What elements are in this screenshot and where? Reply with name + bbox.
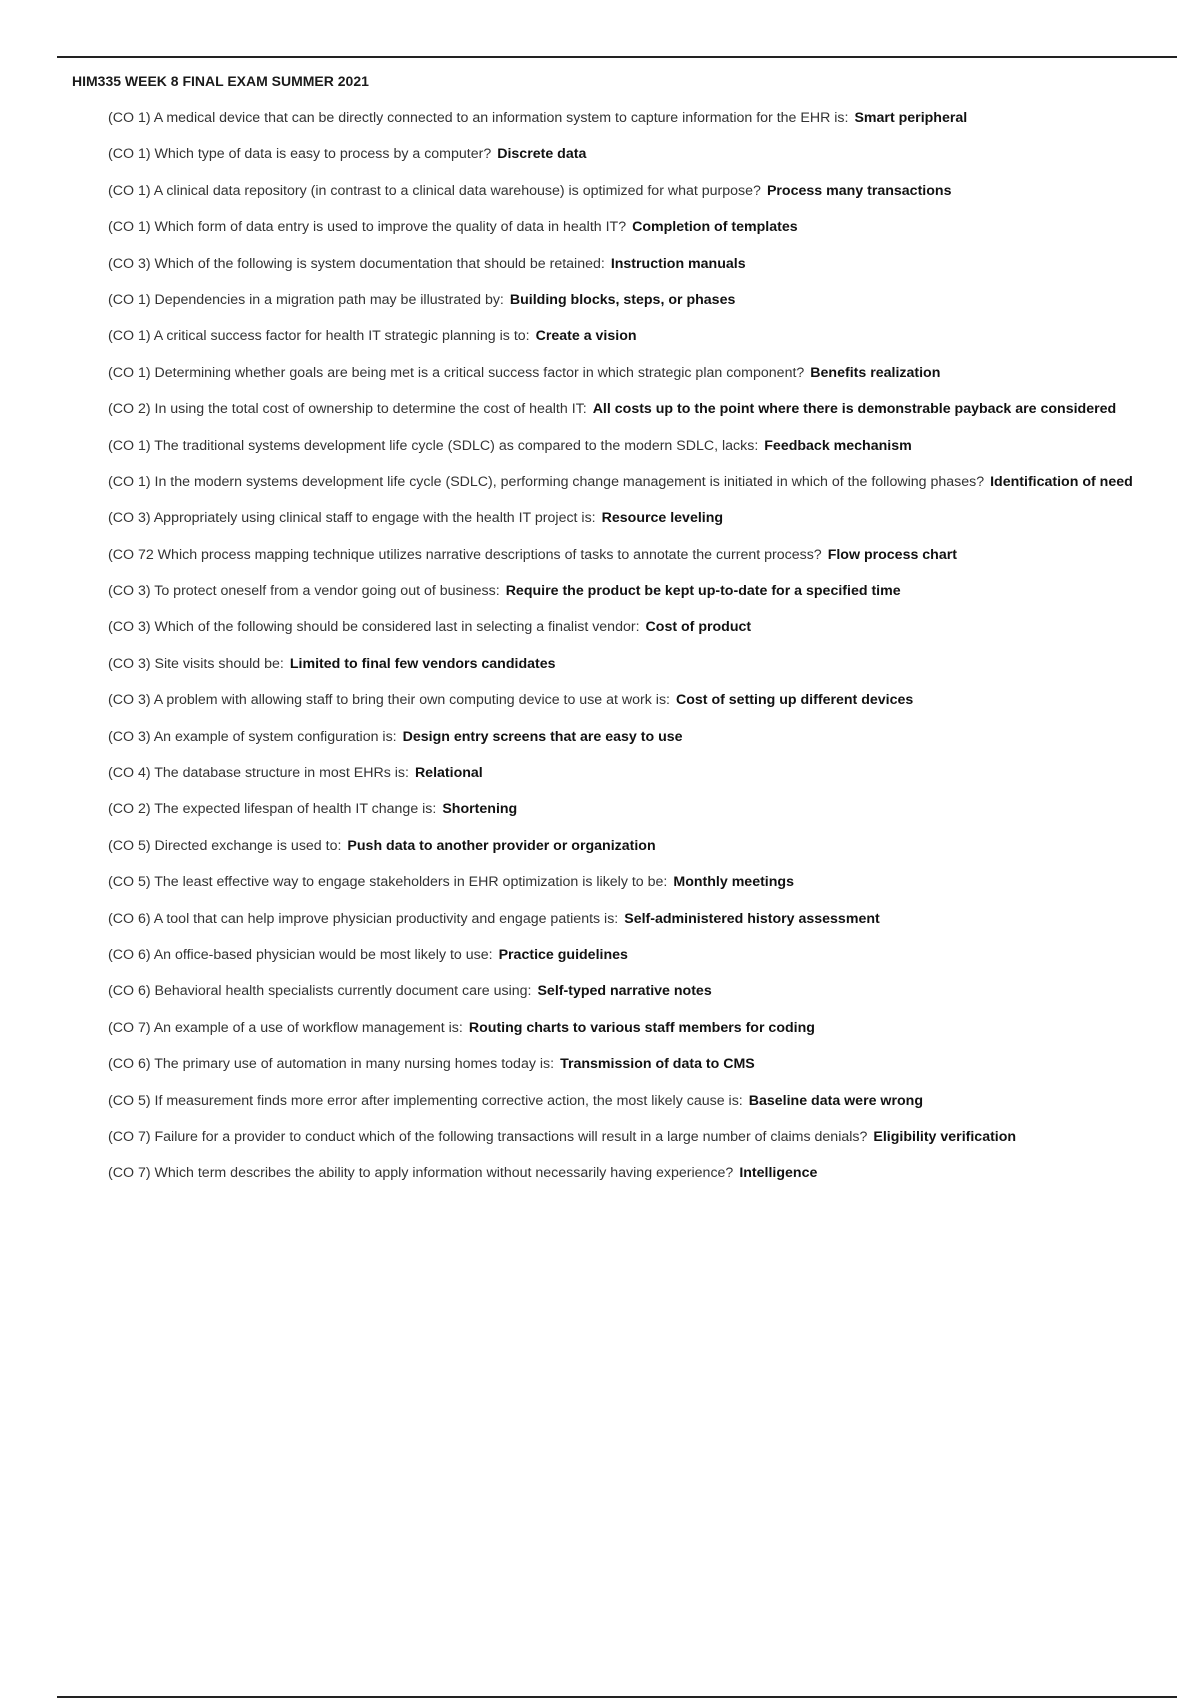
question-text: (CO 7) An example of a use of workflow management is:	[108, 1019, 463, 1036]
answer-text: Transmission of data to CMS	[560, 1056, 755, 1073]
question-item	[108, 217, 1148, 237]
page-title: HIM335 WEEK 8 FINAL EXAM SUMMER 2021	[72, 73, 369, 89]
question-item	[108, 981, 1148, 1001]
question-item	[108, 108, 1148, 128]
answer-text: Smart peripheral	[854, 110, 968, 126]
answer-text: Identification of need	[990, 473, 1133, 490]
question-text: (CO 6) Behavioral health specialists currently document care using:	[108, 983, 532, 1000]
answer-text: Eligibility verification	[873, 1128, 1017, 1145]
bottom-divider	[57, 1696, 1177, 1698]
question-text: (CO 6) A tool that can help improve physician productivity and engage patients is:	[108, 910, 619, 927]
answer-text: Discrete data	[497, 146, 587, 163]
answer-text: Practice guidelines	[498, 946, 628, 963]
answer-text: Intelligence	[739, 1165, 818, 1182]
question-item	[108, 727, 1148, 747]
answer-text: Instruction manuals	[610, 255, 746, 272]
question-text: (CO 7) Which term describes the ability to apply information without necessarily having experience?	[108, 1165, 734, 1182]
top-divider	[57, 56, 1177, 58]
question-text: (CO 72 Which process mapping technique utilizes narrative descriptions of tasks to annotate the current process?	[108, 546, 822, 563]
question-item	[108, 1127, 1148, 1147]
question-item	[108, 909, 1148, 929]
answer-text: Relational	[414, 765, 483, 782]
question-text: (CO 3) Which of the following should be considered last in selecting a finalist vendor:	[108, 619, 640, 636]
answer-text: Cost of product	[645, 619, 752, 636]
question-item	[108, 617, 1148, 637]
question-text: (CO 1) Dependencies in a migration path may be illustrated by:	[108, 291, 504, 308]
question-item	[108, 545, 1148, 565]
answer-text: Feedback mechanism	[764, 437, 912, 454]
question-text: (CO 5) The least effective way to engage stakeholders in EHR optimization is likely to be:	[108, 874, 668, 891]
question-item	[108, 363, 1148, 383]
answer-text: Process many transactions	[766, 182, 952, 199]
question-item	[108, 290, 1148, 310]
question-text: (CO 1) The traditional systems development life cycle (SDLC) as compared to the modern SDLC, lacks:	[108, 437, 759, 454]
question-item	[108, 945, 1148, 965]
answer-text: Design entry screens that are easy to use	[402, 728, 683, 745]
question-item	[108, 1163, 1148, 1183]
question-text: (CO 2) In using the total cost of ownership to determine the cost of health IT:	[108, 401, 587, 418]
answer-text: Push data to another provider or organization	[347, 837, 656, 854]
question-text: (CO 2) The expected lifespan of health IT change is:	[108, 801, 437, 818]
question-item	[108, 581, 1148, 601]
question-text: (CO 6) The primary use of automation in many nursing homes today is:	[108, 1056, 555, 1073]
question-item	[108, 872, 1148, 892]
question-text: (CO 1) Determining whether goals are being met is a critical success factor in which strategic plan component?	[108, 364, 805, 381]
question-text: (CO 3) Appropriately using clinical staff to engage with the health IT project is:	[108, 510, 596, 527]
question-text: (CO 3) An example of system configuration is:	[108, 728, 397, 745]
question-text: (CO 3) To protect oneself from a vendor going out of business:	[108, 583, 500, 600]
question-item	[108, 181, 1148, 201]
question-item	[108, 1054, 1148, 1074]
question-text: (CO 1) Which form of data entry is used to improve the quality of data in health IT?	[108, 219, 627, 236]
answer-text: Baseline data were wrong	[748, 1092, 923, 1109]
question-text: (CO 3) A problem with allowing staff to bring their own computing device to use at work is:	[108, 692, 670, 709]
question-list	[108, 108, 1148, 1200]
question-item	[108, 399, 1148, 419]
answer-text: Flow process chart	[827, 546, 957, 563]
answer-text: Create a vision	[535, 328, 637, 345]
question-item	[108, 799, 1148, 819]
question-text: (CO 4) The database structure in most EHRs is:	[108, 765, 409, 782]
question-text: (CO 1) A clinical data repository (in contrast to a clinical data warehouse) is optimized for what purpose?	[108, 182, 761, 199]
answer-text: Completion of templates	[632, 219, 798, 236]
answer-text: Building blocks, steps, or phases	[509, 291, 736, 308]
question-item	[108, 1018, 1148, 1038]
answer-text: Limited to final few vendors candidates	[289, 655, 556, 672]
question-item	[108, 690, 1148, 710]
answer-text: Self-administered history assessment	[624, 910, 880, 927]
question-item	[108, 508, 1148, 528]
question-item	[108, 254, 1148, 274]
question-text: (CO 5) Directed exchange is used to:	[108, 837, 342, 854]
answer-text: All costs up to the point where there is demonstrable payback are considered	[592, 401, 1117, 418]
question-item	[108, 1091, 1148, 1111]
question-item	[108, 472, 1148, 492]
answer-text: Resource leveling	[601, 510, 724, 527]
question-text: (CO 1) A critical success factor for health IT strategic planning is to:	[108, 328, 530, 345]
question-text: (CO 6) An office-based physician would be most likely to use:	[108, 946, 493, 963]
question-item	[108, 836, 1148, 856]
question-text: (CO 1) A medical device that can be directly connected to an information system to capture information for the EHR is:	[108, 110, 849, 126]
answer-text: Require the product be kept up-to-date for a specified time	[505, 583, 901, 600]
answer-text: Monthly meetings	[673, 874, 794, 891]
answer-text: Cost of setting up different devices	[675, 692, 914, 709]
answer-text: Self-typed narrative notes	[537, 983, 712, 1000]
question-item	[108, 436, 1148, 456]
question-text: (CO 3) Which of the following is system documentation that should be retained:	[108, 255, 605, 272]
question-text: (CO 7) Failure for a provider to conduct which of the following transactions will result in a large number of claims denials?	[108, 1128, 868, 1145]
question-item	[108, 654, 1148, 674]
question-item	[108, 144, 1148, 164]
question-text: (CO 3) Site visits should be:	[108, 655, 284, 672]
question-text: (CO 1) In the modern systems development life cycle (SDLC), performing change management is initiated in which of the following phases?	[108, 473, 985, 490]
question-item	[108, 763, 1148, 783]
question-text: (CO 1) Which type of data is easy to process by a computer?	[108, 146, 492, 163]
question-item	[108, 326, 1148, 346]
question-text: (CO 5) If measurement finds more error after implementing corrective action, the most likely cause is:	[108, 1092, 743, 1109]
answer-text: Benefits realization	[810, 364, 941, 381]
answer-text: Shortening	[442, 801, 518, 818]
answer-text: Routing charts to various staff members for coding	[468, 1019, 815, 1036]
